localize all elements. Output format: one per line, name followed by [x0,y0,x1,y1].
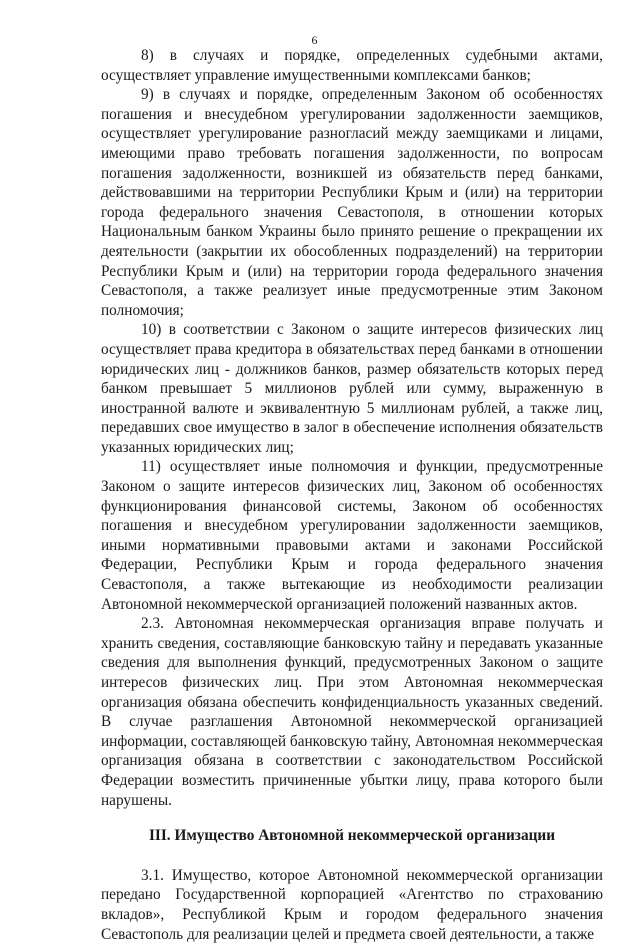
paragraph-item-10: 10) в соответствии с Законом о защите интересов физических лиц осуществляет права кредитора в обязательствах перед банками в отношении юридических лиц - должников банков, размер обязательств которых перед банком превышает 5 миллионов рублей или сумму, выраженную в иностранной валюте и эквивалентную 5 миллионам рублей, а также лиц, передавших свое имущество в залог в обеспечение исполнения обязательств указанных юридических лиц; [101,321,603,456]
paragraph-item-8: 8) в случаях и порядке, определенных судебными актами, осуществляет управление имущественными комплексами банков; [101,47,603,84]
section-heading: III. Имущество Автономной некоммерческой организации [148,827,556,845]
paragraph-3-1: 3.1. Имущество, которое Автономной некоммерческой организации передано Государственной корпорацией «Агентство по страхованию вкладов», Республикой Крым и городом федерального значения Севастополь для реализации целей и предмета своей деятельности, а также [101,866,603,943]
paragraph-item-11: 11) осуществляет иные полномочия и функции, предусмотренные Законом о защите интересов физических лиц, Законом об особенностях функционирования финансовой системы, Законом об особенностях погашения и внесудебном урегулировании задолженности заемщиков, иными нормативными правовыми актами и законами Российской Федерации, Республики Крым и города федерального значения Севастополя, а также вытекающие из необходимости реализации Автономной некоммерческой организацией положений названных актов. [101,458,603,613]
paragraph-2-3: 2.3. Автономная некоммерческая организация вправе получать и хранить сведения, составляющие банковскую тайну и передавать указанные сведения для выполнения функций, предусмотренных Законом о защите интересов физических лиц. При этом Автономная некоммерческая организация обязана обеспечить конфиденциальность указанных сведений. В случае разглашения Автономной некоммерческой организацией информации, составляющей банковскую тайну, Автономная некоммерческая организация обязана в соответствии с законодательством Российской Федерации возместить причиненные убытки лицу, права которого были нарушены. [101,615,603,809]
document-body [101,46,603,944]
paragraph-item-9: 9) в случаях и порядке, определенным Законом об особенностях погашения и внесудебном урегулировании задолженности заемщиков, осуществляет урегулирование разногласий между заемщиками и лицами, имеющими право требовать погашения задолженности, по вопросам погашения задолженности, возникшей из обязательств перед банками, действовавшими на территории Республики Крым и (или) на территории города федерального значения Севастополя, в отношении которых Национальным банком Украины было принято решение о прекращении их деятельности (закрытии их обособленных подразделений) на территории Республики Крым и (или) на территории города федерального значения Севастополя, а также реализует иные предусмотренные этим Законом полномочия; [101,86,603,319]
page-number: 6 [311,33,318,47]
